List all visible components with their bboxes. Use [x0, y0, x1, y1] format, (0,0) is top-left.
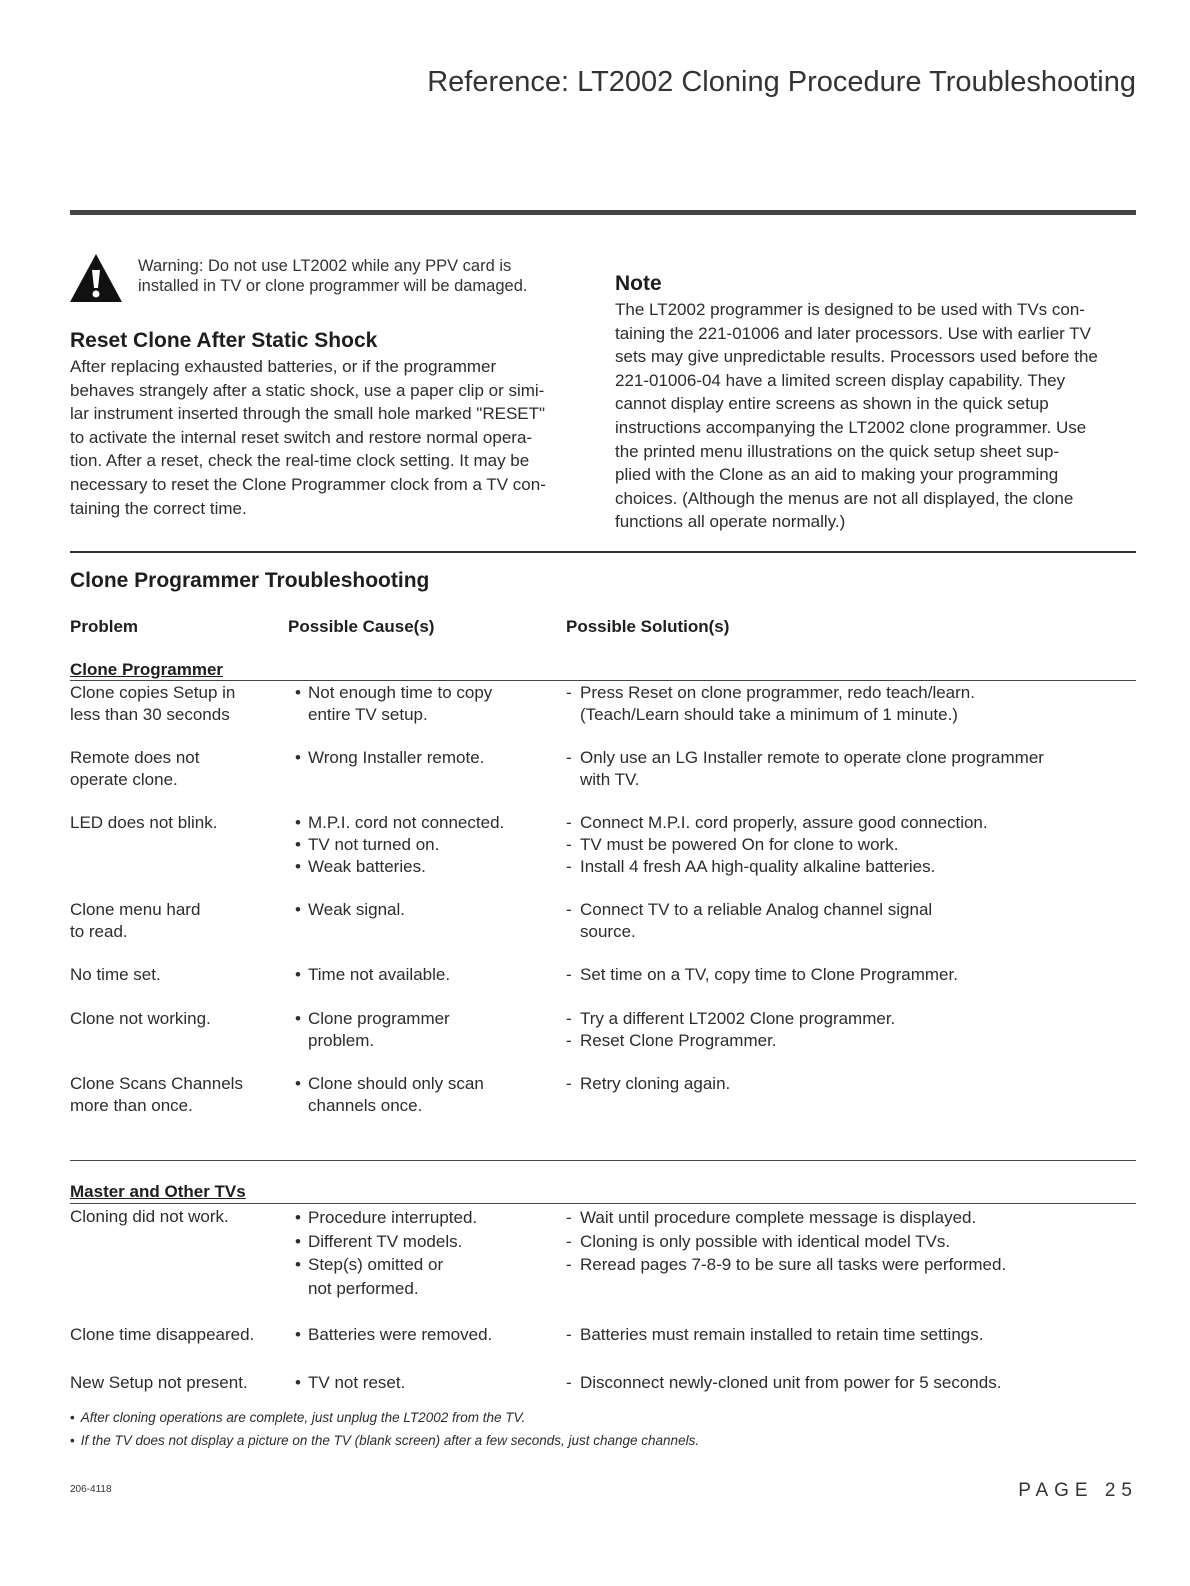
cause-item: • TV not turned on. [288, 834, 558, 856]
cause-item: • TV not reset. [288, 1372, 558, 1394]
cause-cell [288, 899, 558, 921]
problem-cell [70, 964, 280, 986]
solution-cell [566, 812, 1126, 878]
note-paragraph [615, 298, 1135, 534]
cause-item: • Different TV models. [288, 1230, 558, 1254]
problem-line: Clone not working. [70, 1009, 211, 1028]
solution-item [566, 747, 1126, 791]
cause-item: • Weak signal. [288, 899, 558, 921]
paragraph-line: choices. (Although the menus are not all displayed, the clone [615, 488, 1074, 508]
problem-cell [70, 1008, 280, 1030]
document-number: 206-4118 [70, 1484, 112, 1495]
paragraph-line: The LT2002 programmer is designed to be used with TVs con- [615, 300, 1085, 319]
cause-text: Not enough time to copy [308, 683, 493, 702]
cause-text: Clone programmer [308, 1009, 450, 1028]
problem-line: to read. [70, 922, 128, 941]
cause-item: • Weak batteries. [288, 856, 558, 878]
solution-text: Connect TV to a reliable Analog channel signal [580, 900, 933, 919]
paragraph-line: plied with the Clone as an aid to making your programming [615, 465, 1059, 485]
solution-cell [566, 1372, 1126, 1394]
cause-item: • M.P.I. cord not connected. [288, 812, 558, 834]
paragraph-line: lar instrument inserted through the small hole marked "RESET" [70, 404, 546, 424]
cause-cell [288, 1372, 558, 1394]
problem-line: Clone Scans Channels [70, 1074, 243, 1093]
solution-item: - Reread pages 7-8-9 to be sure all tasks were performed. [566, 1253, 1126, 1277]
reset-paragraph [70, 355, 570, 520]
solution-item: - Connect M.P.I. cord properly, assure good connection. [566, 812, 1126, 834]
solution-cell [566, 682, 1126, 726]
solution-cell [566, 964, 1126, 986]
solution-item [566, 899, 1126, 943]
solution-cell [566, 1073, 1126, 1095]
section-divider [70, 551, 1136, 553]
group-divider [70, 1203, 1136, 1204]
cause-text: Step(s) omitted or [308, 1255, 444, 1274]
paragraph-line: taining the correct time. [70, 498, 247, 518]
group-divider [70, 680, 1136, 681]
footnote: • If the TV does not display a picture on the TV (blank screen) after a few seconds, just change channels. [70, 1433, 699, 1448]
problem-line: No time set. [70, 965, 161, 984]
column-header-causes: Possible Cause(s) [288, 617, 435, 636]
section-divider [70, 1160, 1136, 1161]
paragraph-line: the printed menu illustrations on the quick setup sheet sup- [615, 441, 1060, 461]
solution-item: - Wait until procedure complete message is displayed. [566, 1206, 1126, 1230]
cause-item: • Batteries were removed. [288, 1324, 558, 1346]
solution-item: - Disconnect newly-cloned unit from power for 5 seconds. [566, 1372, 1126, 1394]
paragraph-line: necessary to reset the Clone Programmer clock from a TV con- [70, 474, 546, 494]
solution-cell [566, 899, 1126, 943]
problem-line: more than once. [70, 1096, 193, 1115]
problem-cell [70, 899, 280, 943]
header-divider [70, 210, 1136, 215]
cause-cell [288, 747, 558, 769]
cause-cell [288, 1073, 558, 1117]
solution-text: source. [580, 922, 636, 941]
solution-item: - Install 4 fresh AA high-quality alkaline batteries. [566, 856, 1126, 878]
problem-line: Clone time disappeared. [70, 1325, 255, 1344]
solution-item: - Try a different LT2002 Clone programmer. [566, 1008, 1126, 1030]
solution-cell [566, 1324, 1126, 1346]
problem-cell [70, 812, 280, 834]
cause-item [288, 1073, 558, 1117]
solution-cell [566, 747, 1126, 791]
cause-item: • Procedure interrupted. [288, 1206, 558, 1230]
group-title: Clone Programmer [70, 660, 224, 679]
solution-cell [566, 1008, 1126, 1052]
problem-cell [70, 1206, 280, 1228]
paragraph-line: cannot display entire screens as shown in the quick setup [615, 394, 1049, 414]
cause-text: not performed. [308, 1278, 419, 1298]
solution-item: - Reset Clone Programmer. [566, 1030, 1126, 1052]
page-title: Reference: LT2002 Cloning Procedure Troubleshooting [427, 66, 1136, 98]
solution-text: Only use an LG Installer remote to operate clone programmer [580, 748, 1044, 767]
problem-cell [70, 1372, 280, 1394]
note-heading: Note [615, 272, 662, 295]
solution-item: - Retry cloning again. [566, 1073, 1126, 1095]
problem-line: New Setup not present. [70, 1373, 248, 1392]
paragraph-line: behaves strangely after a static shock, use a paper clip or simi- [70, 380, 545, 400]
cause-cell [288, 812, 558, 878]
problem-cell [70, 682, 280, 726]
warning-text [138, 256, 578, 296]
problem-line: Clone menu hard [70, 900, 201, 919]
group-title: Master and Other TVs [70, 1182, 246, 1201]
cause-item [288, 1253, 558, 1300]
solution-text: (Teach/Learn should take a minimum of 1 minute.) [580, 705, 958, 724]
problem-line: operate clone. [70, 770, 178, 789]
problem-line: Clone copies Setup in [70, 683, 236, 702]
cause-cell [288, 1206, 558, 1300]
paragraph-line: tion. After a reset, check the real-time clock setting. It may be [70, 451, 530, 471]
cause-item [288, 1008, 558, 1052]
paragraph-line: functions all operate normally.) [615, 512, 846, 532]
column-header-solutions: Possible Solution(s) [566, 617, 730, 636]
problem-cell [70, 1073, 280, 1117]
cause-cell [288, 682, 558, 726]
paragraph-line: sets may give unpredictable results. Processors used before the [615, 347, 1098, 367]
warning-line: Warning: Do not use LT2002 while any PPV card is [138, 257, 512, 275]
warning-line: installed in TV or clone programmer will be damaged. [138, 277, 528, 295]
troubleshooting-heading: Clone Programmer Troubleshooting [70, 569, 430, 592]
paragraph-line: taining the 221-01006 and later processors. Use with earlier TV [615, 323, 1091, 343]
cause-item [288, 682, 558, 726]
cause-item: • Time not available. [288, 964, 558, 986]
paragraph-line: 221-01006-04 have a limited screen display capability. They [615, 370, 1066, 390]
cause-text: entire TV setup. [308, 705, 428, 724]
solution-item [566, 682, 1126, 726]
reset-heading: Reset Clone After Static Shock [70, 329, 378, 352]
cause-text: Clone should only scan [308, 1074, 484, 1093]
warning-triangle-icon [68, 252, 124, 304]
cause-cell [288, 1008, 558, 1052]
cause-cell [288, 1324, 558, 1346]
problem-line: Remote does not [70, 748, 200, 767]
cause-item: • Wrong Installer remote. [288, 747, 558, 769]
paragraph-line: After replacing exhausted batteries, or if the programmer [70, 357, 497, 376]
page-number: PAGE 25 [1018, 1480, 1138, 1501]
solution-item: - Cloning is only possible with identical model TVs. [566, 1230, 1126, 1254]
solution-item: - Batteries must remain installed to retain time settings. [566, 1324, 1126, 1346]
solution-text: Press Reset on clone programmer, redo teach/learn. [580, 683, 975, 702]
cause-text: channels once. [308, 1096, 423, 1115]
paragraph-line: to activate the internal reset switch and restore normal opera- [70, 427, 533, 447]
paragraph-line: instructions accompanying the LT2002 clone programmer. Use [615, 417, 1087, 437]
problem-line: Cloning did not work. [70, 1207, 229, 1226]
solution-text: with TV. [580, 770, 640, 789]
cause-text: problem. [308, 1031, 375, 1050]
solution-cell [566, 1206, 1126, 1277]
solution-item: - TV must be powered On for clone to work. [566, 834, 1126, 856]
footnote: • After cloning operations are complete, just unplug the LT2002 from the TV. [70, 1410, 525, 1425]
cause-cell [288, 964, 558, 986]
column-header-problem: Problem [70, 617, 139, 636]
problem-line: LED does not blink. [70, 813, 218, 832]
problem-cell [70, 1324, 280, 1346]
solution-item: - Set time on a TV, copy time to Clone Programmer. [566, 964, 1126, 986]
problem-cell [70, 747, 280, 791]
problem-line: less than 30 seconds [70, 705, 230, 724]
